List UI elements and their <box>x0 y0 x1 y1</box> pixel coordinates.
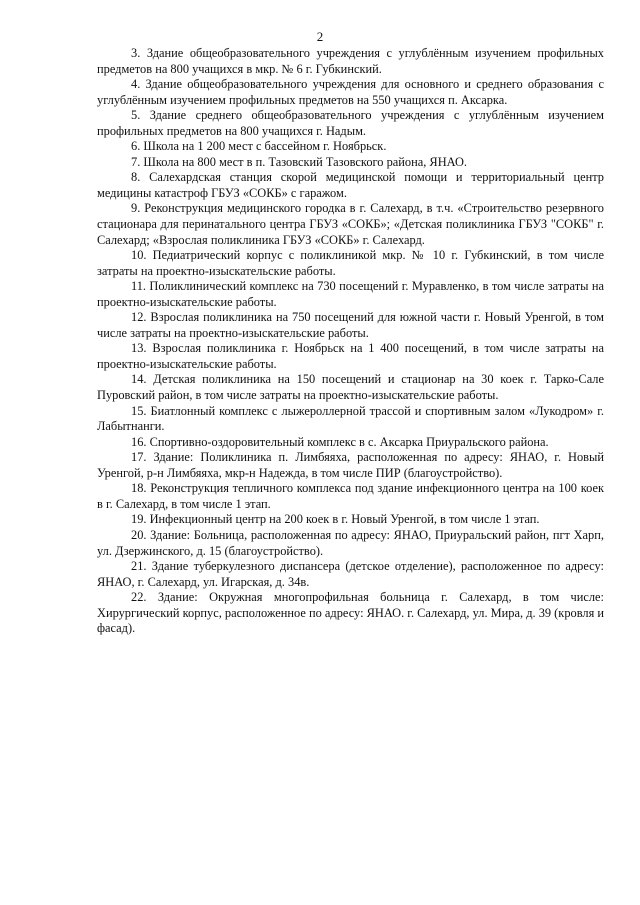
list-item: 22. Здание: Окружная многопрофильная больница г. Салехард, в том числе: Хирургический корпус, расположенное по адресу: ЯНАО. г. Салехард, ул. Мира, д. 39 (кровля и фасад). <box>97 590 605 636</box>
list-item: 17. Здание: Поликлиника п. Лимбяяха, расположенная по адресу: ЯНАО, г. Новый Уренгой, р-н Лимбяяха, мкр-н Надежда, в том числе ПИР (благоустройство). <box>97 450 604 480</box>
list-item: 20. Здание: Больница, расположенная по адресу: ЯНАО, Приуральский район, пгт Харп, ул. Дзержинского, д. 15 (благоустройство). <box>97 527 604 558</box>
list-item: 21. Здание туберкулезного диспансера (детское отделение), расположенное по адресу: ЯНАО, г. Салехард, ул. Игарская, д. 34в. <box>97 559 604 589</box>
list-item: 13. Взрослая поликлиника г. Ноябрьск на 1 400 посещений, в том числе затраты на проектно-изыскательские работы. <box>97 341 604 371</box>
list-item: 16. Спортивно-оздоровительный комплекс в с. Аксарка Приуральского района. <box>131 434 549 449</box>
list-item: 14. Детская поликлиника на 150 посещений и стационар на 30 коек г. Тарко-Сале Пуровский район, в том числе затраты на проектно-изыскательские работы. <box>97 372 604 403</box>
list-item: 8. Салехардская станция скорой медицинской помощи и территориальный центр медицины катастроф ГБУЗ «СОКБ» с гаражом. <box>97 170 604 200</box>
list-item: 15. Биатлонный комплекс с лыжероллерной трассой и спортивным залом «Лукодром» г. Лабытнанги. <box>97 403 604 434</box>
list-item: 19. Инфекционный центр на 200 коек в г. Новый Уренгой, в том числе 1 этап. <box>131 512 540 527</box>
list-item: 5. Здание среднего общеобразовательного учреждения с углублённым изучением профильных предметов на 800 учащихся г. Надым. <box>97 108 604 138</box>
list-item: 10. Педиатрический корпус с поликлиникой мкр. № 10 г. Губкинский, в том числе затраты на проектно-изыскательские работы. <box>97 248 604 278</box>
list-item: 6. Школа на 1 200 мест с бассейном г. Ноябрьск. <box>131 139 387 154</box>
list-item: 12. Взрослая поликлиника на 750 посещений для южной части г. Новый Уренгой, в том числе затраты на проектно-изыскательские работы. <box>97 310 604 340</box>
page-number: 2 <box>316 29 324 44</box>
list-item: 18. Реконструкция тепличного комплекса под здание инфекционного центра на 100 коек в г. Салехард, в том числе 1 этап. <box>97 481 604 511</box>
list-item: 11. Поликлинический комплекс на 730 посещений г. Муравленко, в том числе затраты на проектно-изыскательские работы. <box>97 279 604 309</box>
object-list <box>97 46 604 637</box>
list-item: 3. Здание общеобразовательного учреждения с углублённым изучением профильных предметов на 800 учащихся в мкр. № 6 г. Губкинский. <box>97 46 604 76</box>
list-item: 9. Реконструкция медицинского городка в г. Салехард, в т.ч. «Строительство резервного стационара для перинатального центра ГБУЗ «СОКБ»; «Детская поликлиника ГБУЗ "СОКБ" г. Салехард; «Взрослая поликлиника ГБУЗ «СОКБ» г. Салехард. <box>97 201 604 247</box>
list-item: 4. Здание общеобразовательного учреждения для основного и среднего образования с углублённым изучением профильных предметов на 550 учащихся п. Аксарка. <box>97 77 604 107</box>
list-item: 7. Школа на 800 мест в п. Тазовский Тазовского района, ЯНАО. <box>131 154 468 169</box>
